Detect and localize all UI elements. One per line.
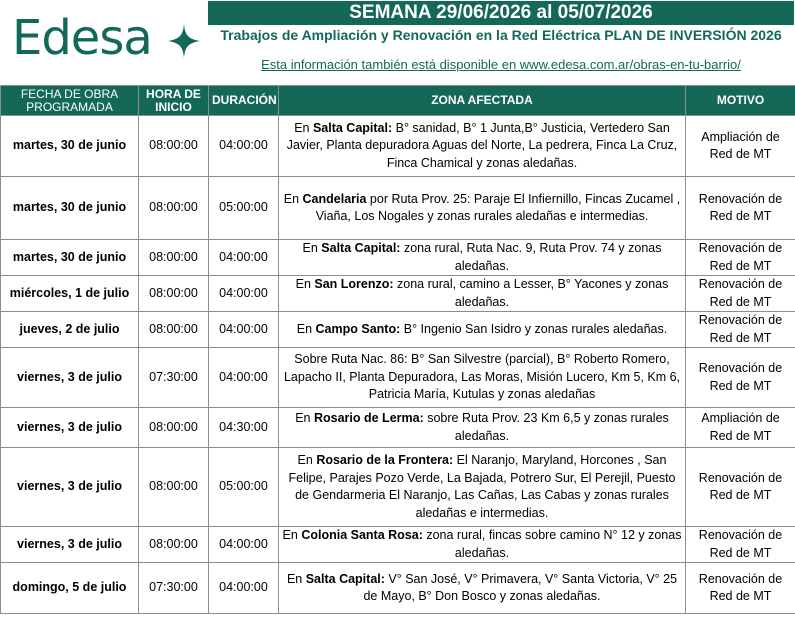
zona-place: Salta Capital: xyxy=(305,571,385,586)
cell-motivo: Renovación de Red de MT xyxy=(686,448,795,527)
cell-zona xyxy=(279,563,686,614)
zona-place: Salta Capital: xyxy=(312,120,393,135)
cell-zona xyxy=(279,408,686,448)
zona-prefix: En xyxy=(295,277,315,291)
cell-motivo: Renovación de Red de MT xyxy=(686,240,795,276)
cell-hora: 08:00:00 xyxy=(139,240,209,276)
cell-motivo: Ampliación de Red de MT xyxy=(686,116,795,177)
cell-duracion: 04:00:00 xyxy=(209,276,279,312)
zona-place: Rosario de Lerma: xyxy=(313,411,424,425)
cell-motivo: Renovación de Red de MT xyxy=(686,312,795,348)
cell-zona xyxy=(279,240,686,276)
cell-hora: 08:00:00 xyxy=(139,312,209,348)
zona-detail: por Ruta Prov. 25: Paraje El Infiernillo, Fincas Zucamel , Viaña, Los Nogales y zonas rurales aledañas e intermedias. xyxy=(315,191,681,223)
cell-motivo: Ampliación de Red de MT xyxy=(686,408,795,448)
zona-place: Rosario de la Frontera: xyxy=(316,453,454,467)
cell-zona xyxy=(279,527,686,563)
cell-hora: 08:00:00 xyxy=(139,448,209,527)
cell-hora: 08:00:00 xyxy=(139,116,209,177)
cell-duracion: 04:00:00 xyxy=(209,527,279,563)
cell-zona xyxy=(279,116,686,177)
cell-duracion: 04:00:00 xyxy=(209,116,279,177)
cell-hora: 08:00:00 xyxy=(139,408,209,448)
cell-zona xyxy=(279,448,686,527)
zona-place: Salta Capital: xyxy=(321,241,401,255)
table-row xyxy=(1,312,795,348)
works-table xyxy=(0,85,795,614)
edesa-logo xyxy=(0,0,207,85)
cell-hora: 08:00:00 xyxy=(139,276,209,312)
cell-motivo: Renovación de Red de MT xyxy=(686,177,795,240)
cell-duracion: 04:30:00 xyxy=(209,408,279,448)
column-header-zona: ZONA AFECTADA xyxy=(279,86,686,116)
zona-place: Candelaria xyxy=(302,191,367,206)
cell-fecha: martes, 30 de junio xyxy=(1,240,139,276)
zona-detail: zona rural, camino a Lesser, B° Yacones y zonas aledañas. xyxy=(393,277,669,309)
cell-motivo: Renovación de Red de MT xyxy=(686,348,795,408)
column-header-fecha: FECHA DE OBRA PROGRAMADA xyxy=(1,86,139,116)
cell-duracion: 04:00:00 xyxy=(209,348,279,408)
zona-prefix: En xyxy=(296,321,316,336)
cell-fecha: viernes, 3 de julio xyxy=(1,448,139,527)
cell-hora: 08:00:00 xyxy=(139,177,209,240)
website-link[interactable]: Esta información también está disponible en www.edesa.com.ar/obras-en-tu-barrio/ xyxy=(261,57,741,72)
table-header-row xyxy=(1,86,795,116)
cell-motivo: Renovación de Red de MT xyxy=(686,563,795,614)
cell-fecha: miércoles, 1 de julio xyxy=(1,276,139,312)
zona-prefix: En xyxy=(282,528,302,542)
zona-prefix: En xyxy=(297,453,317,467)
cell-fecha: domingo, 5 de julio xyxy=(1,563,139,614)
cell-duracion: 04:00:00 xyxy=(209,312,279,348)
cell-zona xyxy=(279,312,686,348)
zona-prefix: En xyxy=(286,571,306,586)
zona-place: San Lorenzo: xyxy=(314,277,394,291)
cell-fecha: viernes, 3 de julio xyxy=(1,408,139,448)
zona-place: Campo Santo: xyxy=(315,321,401,336)
cell-hora: 07:30:00 xyxy=(139,348,209,408)
cell-duracion: 05:00:00 xyxy=(209,177,279,240)
column-header-motivo: MOTIVO xyxy=(686,86,795,116)
sparkle-icon xyxy=(168,24,200,58)
table-row xyxy=(1,276,795,312)
table-row xyxy=(1,116,795,177)
table-body xyxy=(1,116,795,614)
zona-place: Colonia Santa Rosa: xyxy=(301,528,423,542)
zona-detail: El Naranjo, Maryland, Horcones , San Felipe, Parajes Pozo Verde, La Bajada, Potrero Sur, El Perejil, Puesto de Gendarmeria El Naranjo, Las Cañas, Las Cabas y zonas rurales aledañas e intermedias. xyxy=(288,453,676,520)
cell-hora: 07:30:00 xyxy=(139,563,209,614)
cell-fecha: viernes, 3 de julio xyxy=(1,527,139,563)
zona-detail: zona rural, Ruta Nac. 9, Ruta Prov. 74 y zonas aledañas. xyxy=(400,241,662,273)
cell-fecha: martes, 30 de junio xyxy=(1,116,139,177)
cell-motivo: Renovación de Red de MT xyxy=(686,276,795,312)
table-row xyxy=(1,240,795,276)
logo-wordmark: Edesa xyxy=(12,10,152,66)
zona-detail: B° sanidad, B° 1 Junta,B° Justicia, Vertedero San Javier, Planta depuradora Aguas del Norte, La pedrera, Finca La Cruz, Finca Chamical y zonas aledañas. xyxy=(286,120,678,170)
cell-motivo: Renovación de Red de MT xyxy=(686,527,795,563)
zona-detail: sobre Ruta Prov. 23 Km 6,5 y zonas rurales aledañas. xyxy=(423,411,669,443)
table-row xyxy=(1,177,795,240)
zona-detail: V° San José, V° Primavera, V° Santa Victoria, V° 25 de Mayo, B° Don Bosco y zonas aledañas. xyxy=(363,571,678,603)
table-row xyxy=(1,348,795,408)
table-row xyxy=(1,408,795,448)
zona-detail: zona rural, fincas sobre camino N° 12 y zonas aledañas. xyxy=(422,528,682,560)
zona-prefix: Sobre Ruta Nac. 86: B° San Silvestre (parcial), B° Roberto Romero, Lapacho II, Planta Depuradora, Las Moras, Misión Lucero, Km 5, Km 6, Patricia María, Kutulas y zonas aledañas xyxy=(283,352,681,402)
cell-zona xyxy=(279,276,686,312)
table-row xyxy=(1,527,795,563)
cell-zona xyxy=(279,348,686,408)
plan-subtitle: Trabajos de Ampliación y Renovación en la Red Eléctrica PLAN DE INVERSIÓN 2026 xyxy=(220,27,782,43)
zona-prefix: En xyxy=(302,241,322,255)
zona-prefix: En xyxy=(283,191,303,206)
cell-duracion: 04:00:00 xyxy=(209,563,279,614)
cell-zona xyxy=(279,177,686,240)
week-title: SEMANA 29/06/2026 al 05/07/2026 xyxy=(208,1,794,25)
cell-hora: 08:00:00 xyxy=(139,527,209,563)
cell-fecha: martes, 30 de junio xyxy=(1,177,139,240)
zona-detail: B° Ingenio San Isidro y zonas rurales aledañas. xyxy=(400,321,668,336)
cell-fecha: viernes, 3 de julio xyxy=(1,348,139,408)
zona-prefix: En xyxy=(294,120,313,135)
cell-duracion: 04:00:00 xyxy=(209,240,279,276)
table-row xyxy=(1,563,795,614)
cell-duracion: 05:00:00 xyxy=(209,448,279,527)
zona-prefix: En xyxy=(295,411,314,425)
cell-fecha: jueves, 2 de julio xyxy=(1,312,139,348)
column-header-duracion: DURACIÓN xyxy=(209,86,279,116)
column-header-hora: HORA DE INICIO xyxy=(139,86,209,116)
table-row xyxy=(1,448,795,527)
